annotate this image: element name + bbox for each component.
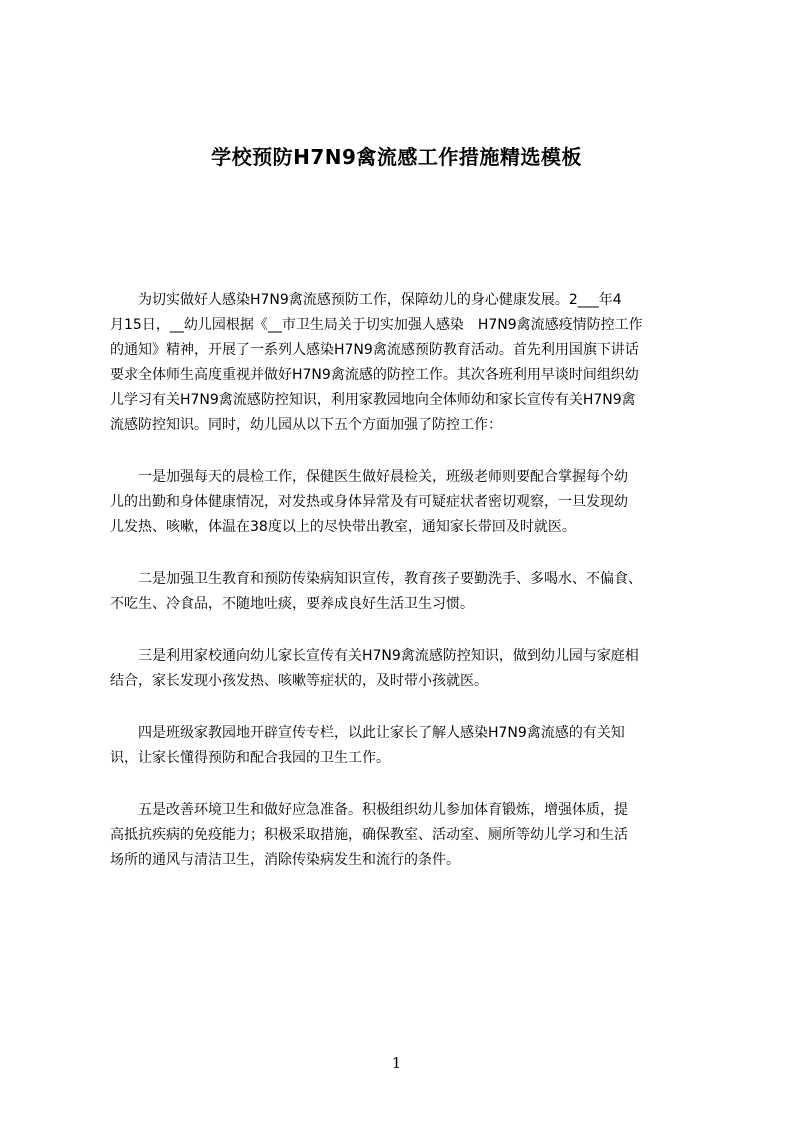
text-line: 的通知》精神，开展了一系列人感染H7N9禽流感预防教育活动。首先利用国旗下讲话 — [110, 342, 639, 358]
text-line: 要求全体师生高度重视并做好H7N9禽流感的防控工作。其次各班利用早谈时间组织幼 — [110, 367, 639, 383]
text-line: 儿发热、咳嗽，体温在38度以上的尽快带出教室，通知家长带回及时就医。 — [110, 519, 576, 535]
document-body — [110, 288, 700, 900]
text-line: 二是加强卫生教育和预防传染病知识宣传，教育孩子要勤洗手、多喝水、不偏食、 — [110, 571, 642, 587]
page-number: 1 — [391, 1054, 402, 1072]
paragraph-measure-3 — [110, 644, 700, 694]
text-line: 识，让家长懂得预防和配合我园的卫生工作。 — [110, 750, 390, 766]
paragraph-measure-5 — [110, 798, 700, 873]
paragraph-measure-4 — [110, 721, 700, 771]
text-line: 不吃生、冷食品，不随地吐痰，要养成良好生活卫生习惯。 — [110, 596, 474, 612]
text-line: 流感防控知识。同时，幼儿园从以下五个方面加强了防控工作： — [110, 417, 502, 433]
text-line: 场所的通风与清洁卫生，消除传染病发生和流行的条件。 — [110, 852, 460, 868]
text-line: 结合，家长发现小孩发热、咳嗽等症状的，及时带小孩就医。 — [110, 673, 488, 689]
text-line: 五是改善环境卫生和做好应急准备。积极组织幼儿参加体育锻炼，增强体质，提 — [110, 802, 628, 818]
paragraph-measure-2 — [110, 567, 700, 617]
text-line: 儿的出勤和身体健康情况，对发热或身体异常及有可疑症状者密切观察，一旦发现幼 — [110, 494, 628, 510]
text-line: 高抵抗疾病的免疫能力；积极采取措施，确保教室、活动室、厕所等幼儿学习和生活 — [110, 827, 628, 843]
paragraph-measure-1 — [110, 465, 700, 540]
text-line: 四是班级家教园地开辟宣传专栏，以此让家长了解人感染H7N9禽流感的有关知 — [110, 725, 625, 741]
paragraph-intro — [110, 288, 700, 438]
text-line: 一是加强每天的晨检工作，保健医生做好晨检关，班级老师则要配合掌握每个幼 — [110, 469, 628, 485]
text-line: 儿学习有关H7N9禽流感防控知识，利用家教园地向全体师幼和家长宣传有关H7N9禽 — [110, 392, 636, 408]
text-line: 三是利用家校通向幼儿家长宣传有关H7N9禽流感防控知识，做到幼儿园与家庭相 — [110, 648, 639, 664]
text-line: 为切实做好人感染H7N9禽流感预防工作，保障幼儿的身心健康发展。2___年4 — [110, 292, 622, 308]
text-line: 月15日，__幼儿园根据《__市卫生局关于切实加强人感染 H7N9禽流感疫情防控工作 — [110, 317, 643, 333]
document-title: 学校预防H7N9禽流感工作措施精选模板 — [211, 145, 582, 169]
